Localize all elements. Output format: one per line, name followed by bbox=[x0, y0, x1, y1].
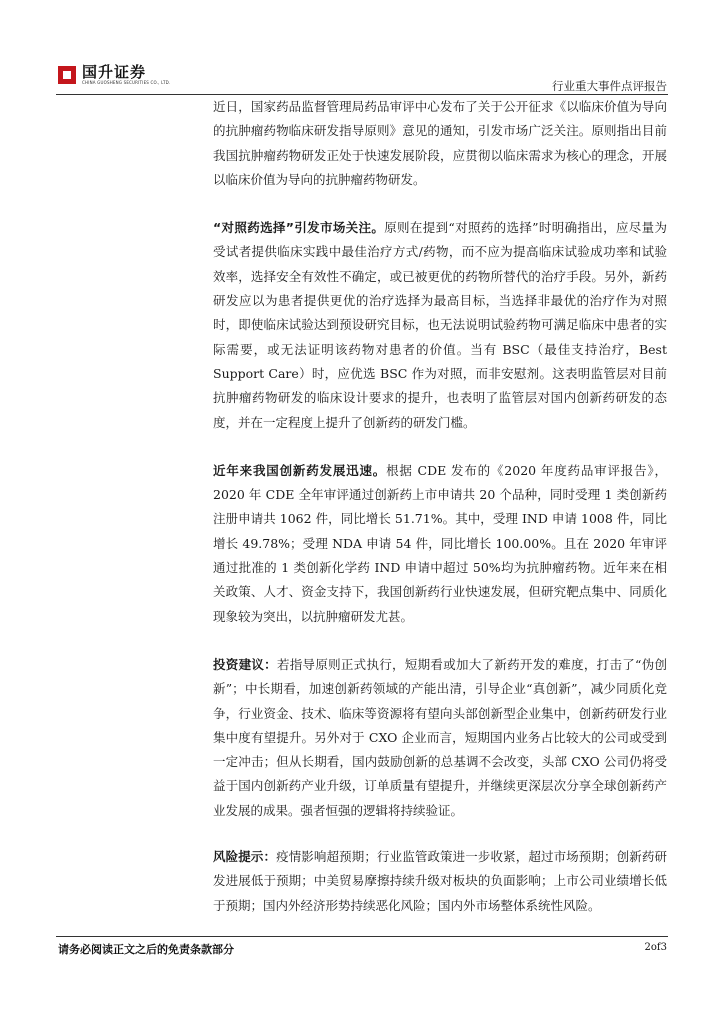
paragraph-lead: “对照药选择”引发市场关注。 bbox=[213, 220, 385, 236]
logo-name-cn: 国升证券 bbox=[82, 63, 147, 81]
paragraph-text: 若指导原则正式执行，短期看或加大了新药开发的难度，打击了“伪创新”；中长期看，加速创新药领域的产能出清，引导企业“真创新”，减少同质化竞争，行业资金、技术、临床等资源将有望向头部创新型企业集中，创新药研发行业集中度有望提升。另外对于 CXO 企业而言，短期国内业务占比较大的公司或受到一定冲击；但从长期看，国内鼓励创新的总基调不会改变，头部 CXO 公司仍将受益于国内创新药产业升级，订单质量有望提升，并继续更深层次分享全球创新药产业发展的成果。强者恒强的逻辑将持续验证。 bbox=[213, 656, 667, 818]
paragraph-lead: 投资建议： bbox=[213, 656, 277, 672]
logo-mark-icon bbox=[58, 66, 76, 84]
logo-name-en: CHINA GUOSHENG SECURITIES CO., LTD. bbox=[82, 80, 171, 85]
paragraph-text: 根据 CDE 发布的《2020 年度药品审评报告》，2020 年 CDE 全年审评通过创新药上市申请共 20 个品种，同时受理 1 类创新药注册申请共 1062 件，同比增长 51.71%。其中，受理 IND 申请 1008 件，同比增长 49.78%；受理 NDA 申请 54 件，同比增长 100.00%。且在 2020 年审评通过批准的 1 类创新化学药 IND 申请中超过 50%均为抗肿瘤药物。近年来在相关政策、人才、资金支持下，我国创新药行业快速发展，但研究靶点集中、同质化现象较为突出，以抗肿瘤研发尤甚。 bbox=[213, 462, 667, 624]
paragraph-text: 疫情影响超预期；行业监管政策进一步收紧，超过市场预期；创新药研发进展低于预期；中美贸易摩擦持续升级对板块的负面影响；上市公司业绩增长低于预期；国内外经济形势持续恶化风险；国内外市场整体系统性风险。 bbox=[213, 849, 667, 913]
paragraph-text: 原则在提到“对照药的选择”时明确指出，应尽量为受试者提供临床实践中最佳治疗方式/药物，而不应为提高临床试验成功率和试验效率，选择安全有效性不确定，或已被更优的药物所替代的治疗手段。另外，新药研发应以为患者提供更优的治疗选择为最高目标，当选择非最优的治疗作为对照时，即使临床试验达到预设研究目标，也无法说明试验药物可满足临床中患者的实际需要，或无法证明该药物对患者的价值。当有 BSC（最佳支持治疗，Best Support Care）时，应优选 BSC 作为对照，而非安慰剂。这表明监管层对目前抗肿瘤药物研发的临床设计要求的提升，也表明了监管层对国内创新药研发的态度，并在一定程度上提升了创新药的研发门槛。 bbox=[213, 220, 667, 430]
paragraph-lead: 近年来我国创新药发展迅速。 bbox=[213, 462, 387, 478]
company-logo bbox=[58, 64, 170, 86]
report-body bbox=[213, 95, 667, 918]
logo-text bbox=[82, 64, 170, 86]
footer-divider bbox=[56, 936, 668, 937]
report-type-label: 行业重大事件点评报告 bbox=[552, 79, 667, 93]
paragraph-text: 近日，国家药品监督管理局药品审评中心发布了关于公开征求《以临床价值为导向的抗肿瘤药物临床研发指导原则》意见的通知，引发市场广泛关注。原则指出目前我国抗肿瘤药物研发正处于快速发展阶段，应贯彻以临床需求为核心的理念，开展以临床价值为导向的抗肿瘤药物研发。 bbox=[213, 99, 667, 187]
paragraph-risk-warning bbox=[213, 845, 667, 918]
paragraph-intro bbox=[213, 95, 667, 192]
paragraph-lead: 风险提示： bbox=[213, 849, 277, 865]
paragraph-investment-advice bbox=[213, 653, 667, 823]
paragraph-comparator-choice bbox=[213, 216, 667, 435]
page-number: 2of3 bbox=[644, 942, 667, 953]
paragraph-innovation-growth bbox=[213, 459, 667, 629]
disclaimer-notice: 请务必阅读正文之后的免责条款部分 bbox=[58, 943, 234, 956]
